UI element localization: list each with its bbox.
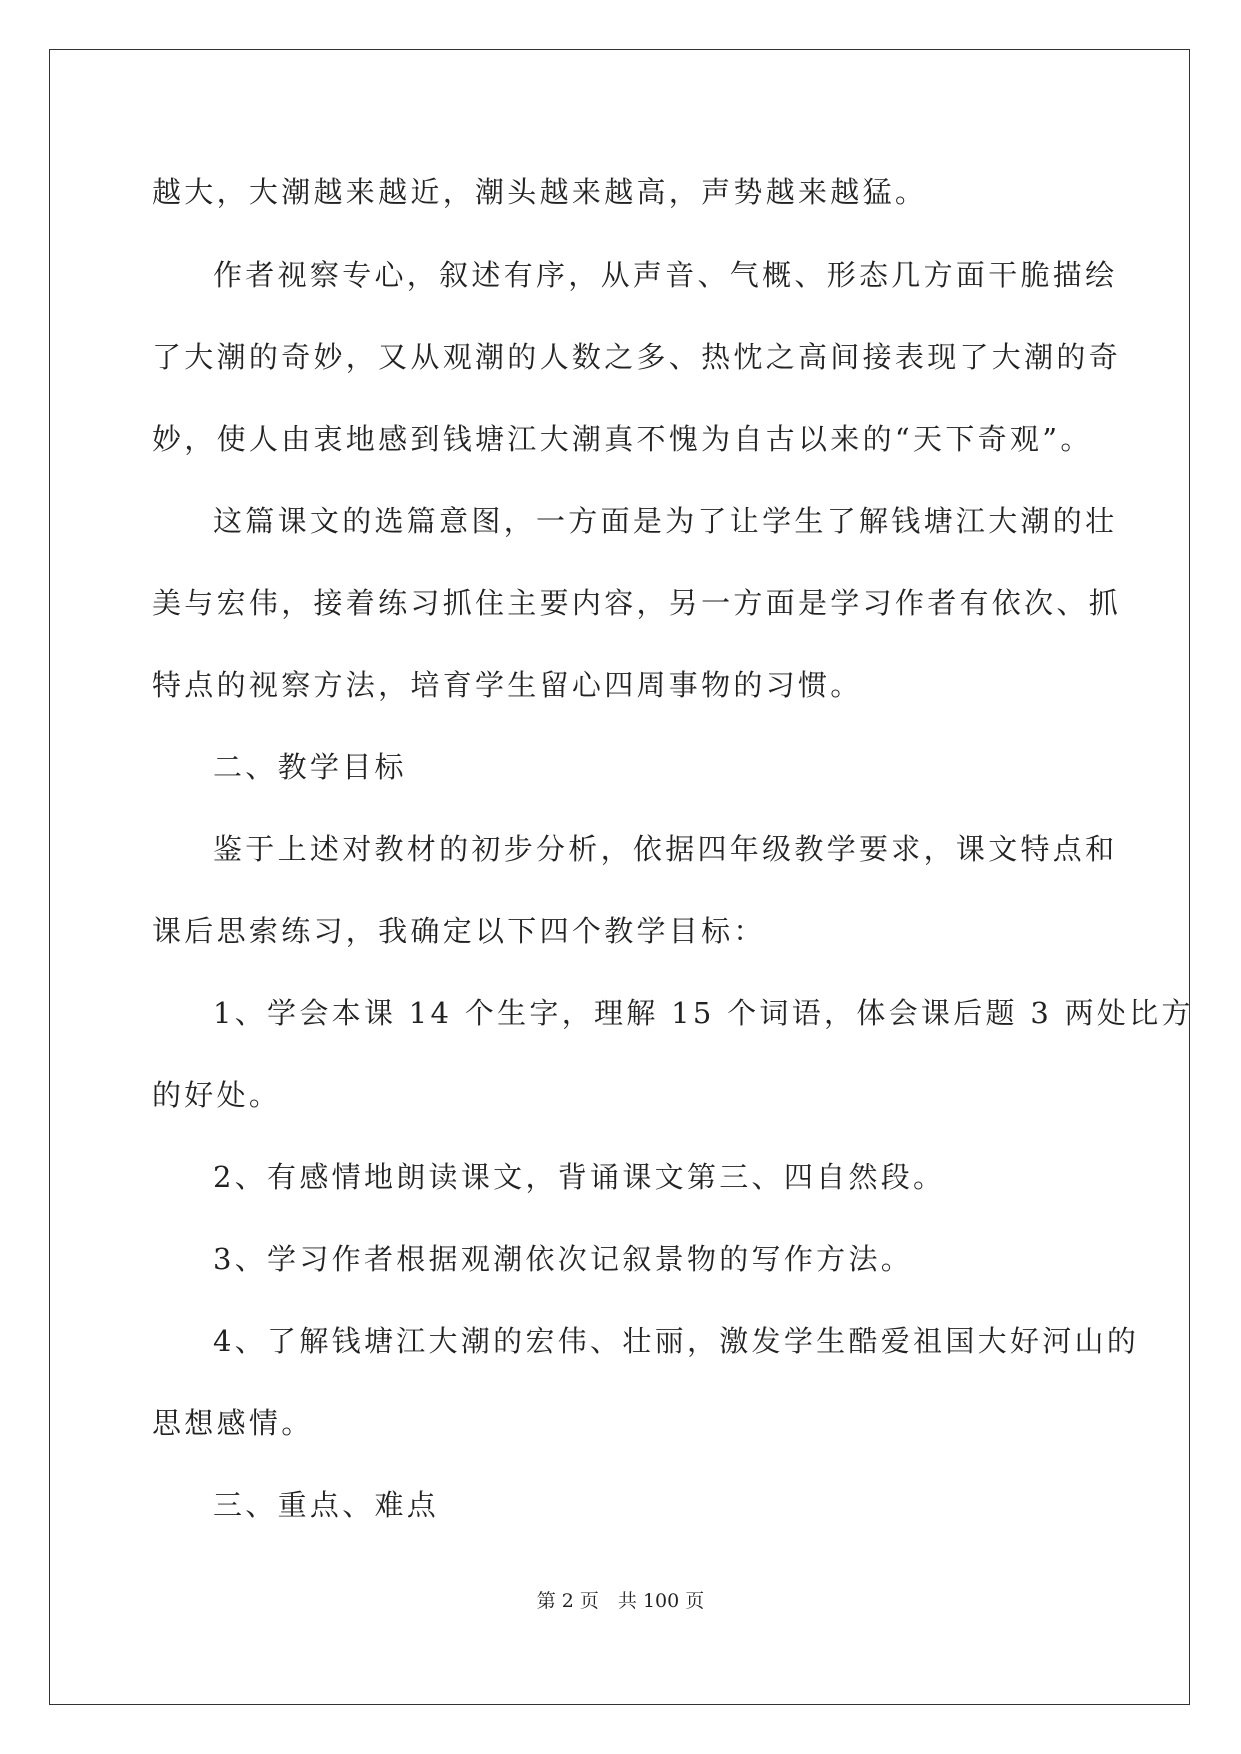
list-item-continuation: 思想感情。 (152, 1406, 314, 1440)
body-line: 美与宏伟，接着练习抓住主要内容，另一方面是学习作者有依次、抓 (152, 586, 1122, 620)
list-item: 3、学习作者根据观潮依次记叙景物的写作方法。 (213, 1242, 914, 1276)
section-heading: 二、教学目标 (213, 750, 407, 784)
body-line: 特点的视察方法，培育学生留心四周事物的习惯。 (152, 668, 863, 702)
page-number-footer: 第 2 页 共 100 页 (536, 1590, 705, 1612)
list-item-continuation: 的好处。 (152, 1078, 282, 1112)
body-line: 作者视察专心，叙述有序，从声音、气概、形态几方面干脆描绘 (213, 258, 1118, 292)
list-item: 1、学会本课 14 个生字，理解 15 个词语，体会课后题 3 两处比方 (213, 996, 1194, 1030)
section-heading: 三、重点、难点 (213, 1488, 440, 1522)
body-line: 鉴于上述对教材的初步分析，依据四年级教学要求，课文特点和 (213, 832, 1118, 866)
page-border (49, 49, 1194, 1705)
body-line: 了大潮的奇妙，又从观潮的人数之多、热忱之高间接表现了大潮的奇 (152, 340, 1122, 374)
body-line: 这篇课文的选篇意图，一方面是为了让学生了解钱塘江大潮的壮 (213, 504, 1118, 538)
body-line: 越大，大潮越来越近，潮头越来越高，声势越来越猛。 (152, 175, 928, 209)
list-item: 2、有感情地朗读课文，背诵课文第三、四自然段。 (213, 1160, 946, 1194)
list-item: 4、了解钱塘江大潮的宏伟、壮丽，激发学生酷爱祖国大好河山的 (213, 1324, 1140, 1358)
body-line: 妙，使人由衷地感到钱塘江大潮真不愧为自古以来的“天下奇观”。 (152, 422, 1093, 456)
body-line: 课后思索练习，我确定以下四个教学目标： (152, 914, 766, 948)
